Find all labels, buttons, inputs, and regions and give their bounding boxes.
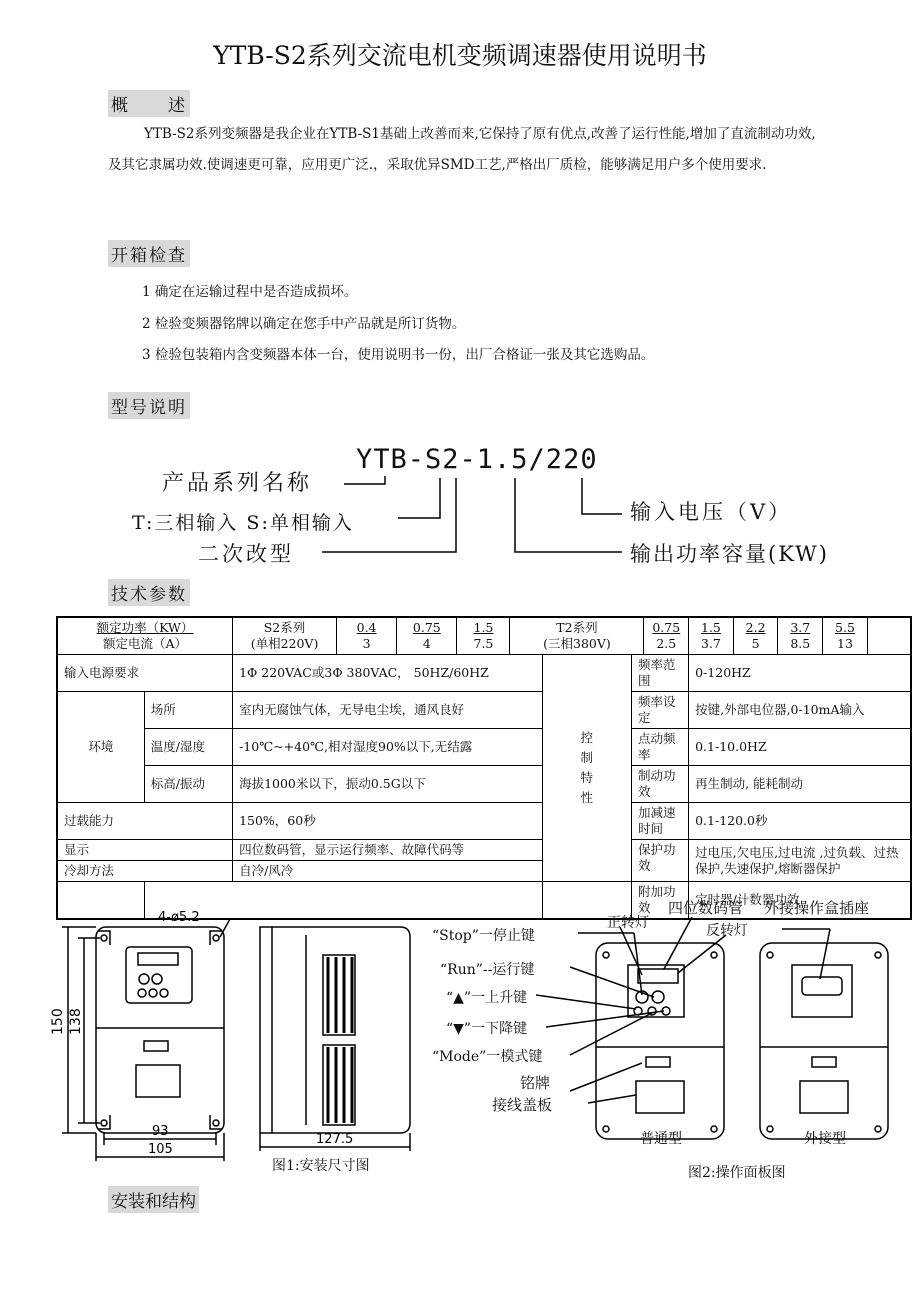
overload-label: 过载能力 <box>57 803 233 840</box>
section-install: 安装和结构 <box>108 1186 199 1213</box>
control-key: 点动频率 <box>631 729 688 766</box>
hole-spec-label: 4-ø5.2 <box>158 910 200 925</box>
control-value: 0.1-120.0秒 <box>689 803 911 840</box>
control-key: 频率设定 <box>631 692 688 729</box>
control-value: 0-120HZ <box>689 655 911 692</box>
mounting-hole <box>213 1120 219 1126</box>
label-series-name: 产品系列名称 <box>162 471 313 496</box>
figure-1-mounting-dimensions <box>40 895 420 1165</box>
model-code: YTB-S2-1.5/220 <box>356 444 598 475</box>
control-value: 再生制动, 能耗制动 <box>689 766 911 803</box>
label-run-key: “Run”--运行键 <box>440 962 535 978</box>
cooling-value: 自冷/风冷 <box>233 860 542 879</box>
document-title: YTB-S2系列交流电机变频调速器使用说明书 <box>213 41 707 70</box>
s2-current: 3 <box>362 636 371 651</box>
external-panel-outline <box>760 943 888 1139</box>
unpacking-item-1: 1 确定在运输过程中是否造成损坏。 <box>142 284 358 300</box>
env-key: 场所 <box>144 692 232 729</box>
label-reverse-led: 反转灯 <box>706 923 748 939</box>
label-voltage: 输入电压（V） <box>630 500 793 524</box>
unpacking-item-2: 2 检验变频器铭牌以确定在您手中产品就是所订货物。 <box>142 316 466 332</box>
t2-current: 8.5 <box>790 636 811 651</box>
label-cover: 接线盖板 <box>492 1096 553 1114</box>
t2-power: 1.5 <box>701 620 721 635</box>
cooling-label: 冷却方法 <box>58 860 232 879</box>
label-up-key: “▲”一上升键 <box>446 990 528 1006</box>
s2-power: 1.5 <box>473 620 494 635</box>
t2-power: 3.7 <box>790 620 811 635</box>
display-value: 四位数码管，显示运行频率、故障代码等 自冷/风冷 <box>233 840 543 882</box>
t2-power: 2.2 <box>745 620 766 635</box>
front-view-outline <box>96 927 224 1133</box>
env-value: -10℃~+40℃,相对湿度90%以下,无结露 <box>233 729 543 766</box>
t2-series-cell: T2系列 (三相380V) <box>510 617 644 655</box>
dim-127: 127.5 <box>316 1132 354 1147</box>
env-key: 标高/振动 <box>144 766 232 803</box>
mounting-hole <box>213 935 219 941</box>
label-external-socket: 外接操作盒插座 <box>764 899 870 917</box>
unpacking-item-3: 3 检验包装箱内含变频器本体一台，使用说明书一份，出厂合格证一张及其它选购品。 <box>142 347 655 363</box>
label-phase: T:三相输入 S:单相输入 <box>132 512 354 534</box>
external-socket-port <box>802 977 842 995</box>
figure-1-caption: 图1:安装尺寸图 <box>272 1158 370 1174</box>
t2-current: 2.5 <box>656 636 677 651</box>
mounting-hole <box>101 1120 107 1126</box>
spec-table <box>56 616 912 920</box>
control-key: 加减速时间 <box>631 803 688 840</box>
figure-2-panel-diagram <box>420 895 900 1145</box>
s2-series-cell: S2系列 (单相220V) <box>233 617 337 655</box>
env-value: 海拔1000米以下，振动0.5G以下 <box>233 766 543 803</box>
s2-current: 4 <box>422 636 431 651</box>
label-normal-type: 普通型 <box>640 1131 682 1145</box>
s2-power: 0.4 <box>356 620 377 635</box>
label-power: 输出功率容量(KW) <box>630 542 829 566</box>
dim-105: 105 <box>148 1142 173 1157</box>
t2-current: 5 <box>751 636 760 651</box>
control-key: 附加功效 <box>631 882 688 920</box>
control-key: 制动功效 <box>631 766 688 803</box>
input-power-value: 1Φ 220VAC或3Φ 380VAC， 50HZ/60HZ <box>233 655 543 692</box>
t2-power: 5.5 <box>835 620 855 635</box>
env-key: 温度/湿度 <box>144 729 232 766</box>
t2-power: 0.75 <box>652 620 681 635</box>
label-digit-display: 四位数码管 <box>668 899 744 917</box>
control-key: 保护功效 <box>631 840 688 882</box>
display-label: 显示 冷却方法 <box>57 840 233 882</box>
label-down-key: “▼”一下降键 <box>446 1021 528 1037</box>
dim-93: 93 <box>152 1124 169 1139</box>
s2-current: 7.5 <box>473 636 494 651</box>
dim-138: 138 <box>68 1008 84 1035</box>
section-specs: 技术参数 <box>108 579 190 606</box>
input-power-label: 输入电源要求 <box>57 655 233 692</box>
env-label: 环境 <box>57 692 144 803</box>
control-value: 按键,外部电位器,0-10mA输入 <box>689 692 911 729</box>
dim-150: 150 <box>50 1008 66 1035</box>
control-label: 控制特性 <box>542 655 631 882</box>
t2-current: 13 <box>837 636 853 651</box>
spec-header-label: 额定功率（KW） 额定电流（A） <box>57 617 233 655</box>
label-stop-key: “Stop”一停止键 <box>432 928 535 944</box>
label-external-type: 外接型 <box>804 1131 846 1145</box>
label-revision: 二次改型 <box>198 542 294 566</box>
model-connector-lines <box>0 0 920 600</box>
figure-2-caption: 图2:操作面板图 <box>688 1165 786 1181</box>
overview-paragraph: YTB-S2系列变频器是我企业在YTB-S1基础上改善而来,它保持了原有优点,改善了运行性能,增加了直流制动功效,及其它隶属功效.使调速更可靠，应用更广泛.，采取优异SMD工艺,严格出厂质检，能够满足用户多个使用要求. <box>108 126 816 173</box>
section-unpacking: 开箱检查 <box>108 240 190 267</box>
control-key: 频率范围 <box>631 655 688 692</box>
label-nameplate: 铭牌 <box>520 1074 551 1092</box>
control-value: 0.1-10.0HZ <box>689 729 911 766</box>
s2-power: 0.75 <box>412 620 441 635</box>
section-model: 型号说明 <box>108 392 190 419</box>
label-mode-key: “Mode”一模式键 <box>432 1049 543 1065</box>
section-overview: 概 述 <box>108 90 190 117</box>
t2-current: 3.7 <box>701 636 721 651</box>
overload-value: 150%，60秒 <box>233 803 543 840</box>
env-value: 室内无腐蚀气体，无导电尘埃，通风良好 <box>233 692 543 729</box>
control-value: 过电压,欠电压,过电流 ,过负载、过热保护,失速保护,熔断器保护 <box>689 840 911 882</box>
mounting-hole <box>101 935 107 941</box>
label-forward-led: 正转灯 <box>607 915 649 931</box>
control-value: 定时器/计数器功效 <box>689 882 911 920</box>
normal-panel-outline <box>596 943 724 1139</box>
